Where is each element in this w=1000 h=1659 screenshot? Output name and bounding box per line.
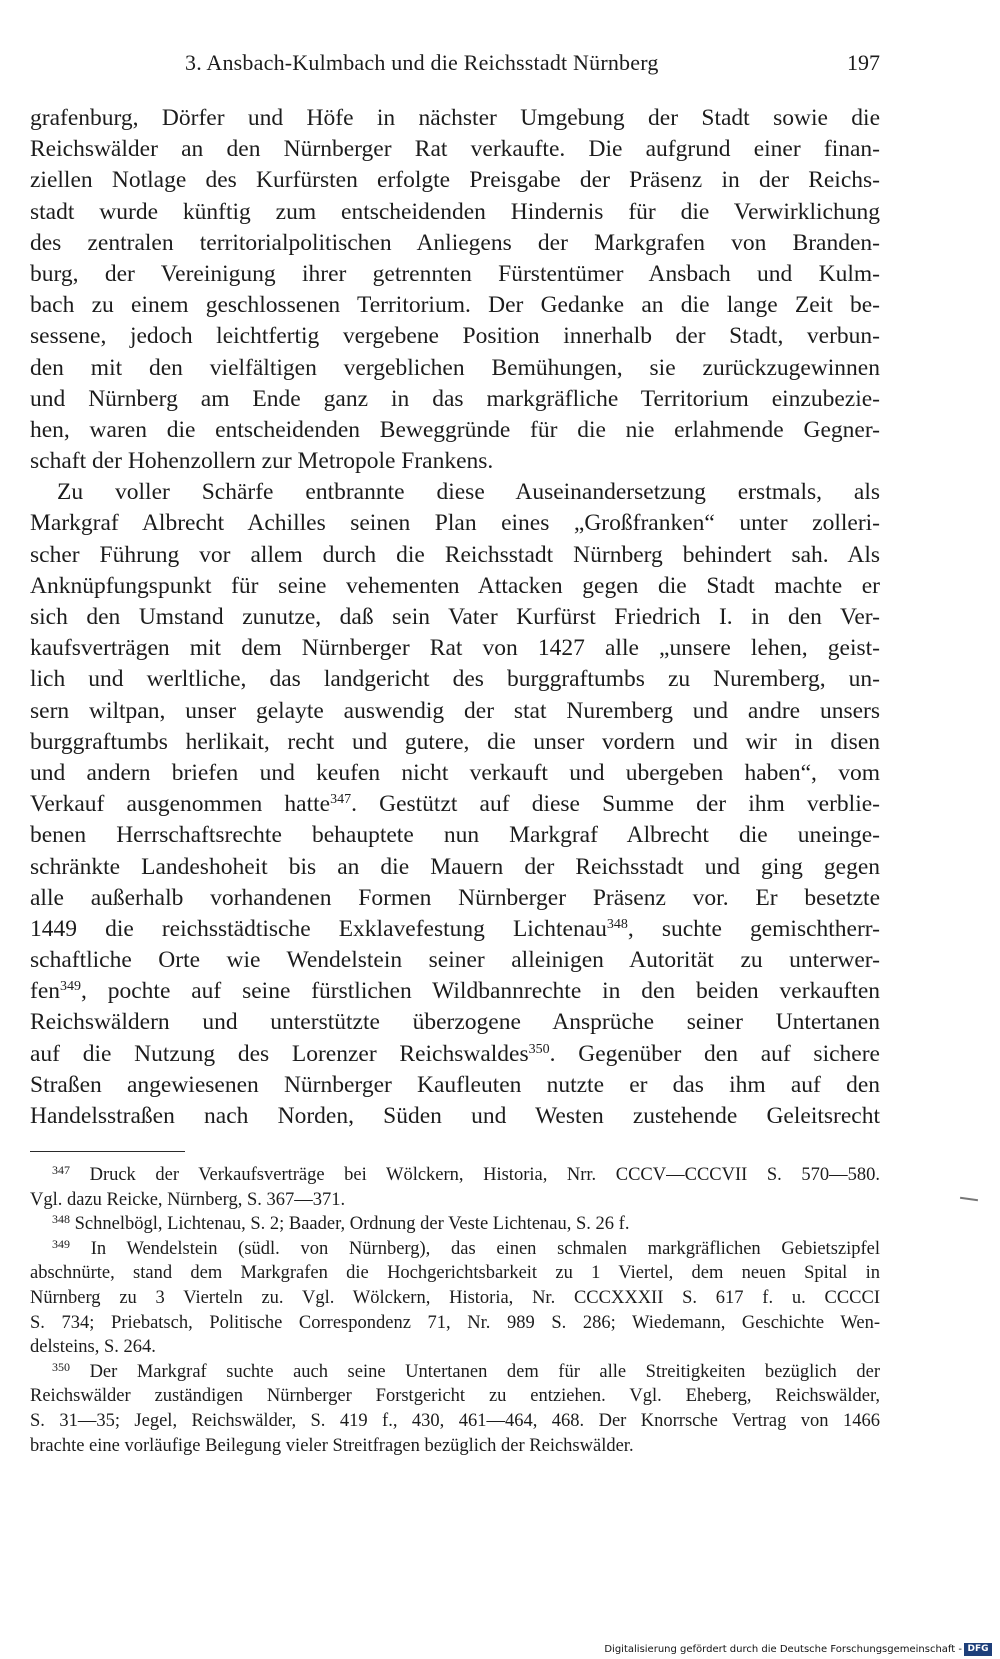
- footnote-text: In Wendelstein (südl. von Nürnberg), das einen schmalen markgräflichen Gebietszipfel: [90, 1238, 881, 1259]
- footnote-number: 347: [52, 1163, 70, 1177]
- text-line: Straßen angewiesenen Nürnberger Kaufleuten nutzte er das ihm auf den: [30, 1071, 880, 1098]
- text-line: Handelsstraßen nach Norden, Süden und Westen zustehende Geleitsrecht: [30, 1103, 880, 1129]
- text-line: burg, der Vereinigung ihrer getrennten Fürstentümer Ansbach und Kulm-: [30, 260, 880, 287]
- footnote-number: 348: [52, 1212, 70, 1227]
- footnote-line: delsteins, S. 264.: [30, 1337, 156, 1358]
- text-line: schaft der Hohenzollern zur Metropole Frankens.: [30, 448, 494, 475]
- footnote-line: S. 734; Priebatsch, Politische Correspondenz 71, Nr. 989 S. 286; Wiedemann, Geschichte Wen-: [30, 1312, 880, 1333]
- footnote-ref-349[interactable]: 349: [60, 979, 82, 995]
- footnote-349: [30, 1237, 880, 1262]
- text-line: kaufsverträgen mit dem Nürnberger Rat von 1427 alle „unsere lehen, geist-: [30, 635, 880, 662]
- text-segment: , pochte auf seine fürstlichen Wildbannrechte in den beiden verkauften: [81, 978, 880, 1005]
- text-line: sessene, jedoch leichtfertig vergebene Position innerhalb der Stadt, verbun-: [30, 323, 880, 350]
- footnote-text: Schnelbögl, Lichtenau, S. 2; Baader, Ordnung der Veste Lichtenau, S. 26 f.: [74, 1214, 630, 1235]
- text-line: schaftliche Orte wie Wendelstein seiner alleinigen Autorität zu unterwer-: [30, 947, 880, 974]
- footnote-ref-347[interactable]: 347: [330, 792, 352, 808]
- text-line: lich und werltliche, das landgericht des burggraftumbs zu Nuremberg, un-: [30, 666, 880, 693]
- text-line: den mit den vielfältigen vergeblichen Bemühungen, sie zurückzugewinnen: [30, 354, 880, 381]
- funding-credit: Digitalisierung gefördert durch die Deutsche Forschungsgemeinschaft -: [604, 1644, 962, 1655]
- footnote-line: Nürnberg zu 3 Vierteln zu. Vgl. Wölckern, Historia, Nr. CCCXXXII S. 617 f. u. CCCCI: [30, 1287, 880, 1308]
- text-line: Reichswäldern und unterstützte überzogene Ansprüche seiner Untertanen: [30, 1009, 880, 1036]
- text-line: hen, waren die entscheidenden Beweggründe für die nie erlahmende Gegner-: [30, 416, 880, 443]
- footnote-347: [30, 1163, 880, 1188]
- text-segment: . Gestützt auf diese Summe der ihm verblie-: [351, 791, 880, 818]
- footnote-number: 349: [52, 1236, 70, 1251]
- dfg-logo: DFG: [964, 1643, 992, 1656]
- text-segment: . Gegenüber den auf sichere: [549, 1040, 880, 1067]
- text-line: burggraftumbs herlikait, recht und gutere, die unser vordern und wir in disen: [30, 728, 880, 755]
- text-line: [30, 1039, 880, 1070]
- text-line: [30, 976, 880, 1007]
- footnote-line: Reichswälder zuständigen Nürnberger Forstgericht zu entziehen. Vgl. Eheberg, Reichswälder,: [30, 1386, 880, 1407]
- footnote-text: Der Markgraf suchte auch seine Untertanen dem für alle Streitigkeiten bezüglich der: [89, 1361, 880, 1382]
- page-number: 197: [847, 50, 880, 75]
- text-line: Reichswälder an den Nürnberger Rat verkaufte. Die aufgrund einer finan-: [30, 136, 880, 163]
- footnote-line: abschnürte, stand dem Markgrafen die Hochgerichtsbarkeit zu 1 Viertel, dem neuen Spital in: [30, 1263, 880, 1284]
- footnote-ref-348[interactable]: 348: [606, 916, 628, 932]
- text-line: Anknüpfungspunkt für seine vehementen Attacken gegen die Stadt machte er: [30, 572, 880, 599]
- text-line: grafenburg, Dörfer und Höfe in nächster Umgebung der Stadt sowie die: [30, 105, 880, 131]
- text-segment: Verkauf ausgenommen hatte: [30, 791, 331, 818]
- text-line: schränkte Landeshoheit bis an die Mauern der Reichsstadt und ging gegen: [30, 853, 880, 880]
- running-header: [30, 50, 880, 82]
- text-line: [30, 789, 880, 820]
- footnote-ref-350[interactable]: 350: [528, 1041, 550, 1057]
- footnote-350: [30, 1360, 880, 1385]
- footnote-text: Druck der Verkaufsverträge bei Wölckern, Historia, Nrr. CCCV—CCCVII S. 570—580.: [89, 1165, 881, 1185]
- running-title: 3. Ansbach-Kulmbach und die Reichsstadt Nürnberg: [185, 50, 659, 75]
- margin-mark: [960, 1197, 978, 1201]
- text-line: und andern briefen und keufen nicht verkauft und ubergeben haben“, vom: [30, 759, 880, 786]
- text-segment: , suchte gemischtherr-: [627, 915, 880, 942]
- footnotes: [30, 1163, 880, 1458]
- text-line: sern wiltpan, unser gelayte auswendig der stat Nuremberg und andre unsers: [30, 697, 880, 724]
- footnote-line: brachte eine vorläufige Beilegung vieler Streitfragen bezüglich der Reichswälder.: [30, 1435, 634, 1456]
- text-line: und Nürnberg am Ende ganz in das markgräfliche Territorium einzubezie-: [30, 385, 880, 412]
- text-line: alle außerhalb vorhandenen Formen Nürnberger Präsenz vor. Er besetzte: [30, 884, 880, 911]
- text-segment: fen: [30, 978, 61, 1005]
- footnote-number: 350: [52, 1359, 70, 1374]
- text-line: ziellen Notlage des Kurfürsten erfolgte Preisgabe der Präsenz in der Reichs-: [30, 167, 880, 194]
- footnote-divider: [30, 1151, 185, 1152]
- main-text: [30, 103, 880, 1132]
- text-segment: auf die Nutzung des Lorenzer Reichswaldes: [30, 1040, 529, 1067]
- text-line: bach zu einem geschlossenen Territorium. Der Gedanke an die lange Zeit be-: [30, 292, 880, 319]
- footnote-line: Vgl. dazu Reicke, Nürnberg, S. 367—371.: [30, 1189, 346, 1210]
- digitization-footer: [0, 1640, 1000, 1659]
- text-line: stadt wurde künftig zum entscheidenden Hindernis für die Verwirklichung: [30, 198, 880, 225]
- text-line: scher Führung vor allem durch die Reichsstadt Nürnberg behindert sah. Als: [30, 541, 880, 568]
- text-line: Markgraf Albrecht Achilles seinen Plan eines „Großfranken“ unter zolleri-: [30, 510, 880, 537]
- text-line: sich den Umstand zunutze, daß sein Vater Kurfürst Friedrich I. in den Ver-: [30, 604, 880, 630]
- text-line: Zu voller Schärfe entbrannte diese Auseinandersetzung erstmals, als: [57, 479, 880, 506]
- text-line: [30, 914, 880, 945]
- footnote-line: S. 31—35; Jegel, Reichswälder, S. 419 f., 430, 461—464, 468. Der Knorrsche Vertrag von 1466: [30, 1410, 880, 1431]
- text-line: des zentralen territorialpolitischen Anliegens der Markgrafen von Branden-: [30, 229, 880, 256]
- text-line: benen Herrschaftsrechte behauptete nun Markgraf Albrecht die uneinge-: [30, 822, 880, 849]
- footnote-348: [30, 1212, 880, 1237]
- text-segment: 1449 die reichsstädtische Exklavefestung Lichtenau: [30, 915, 607, 942]
